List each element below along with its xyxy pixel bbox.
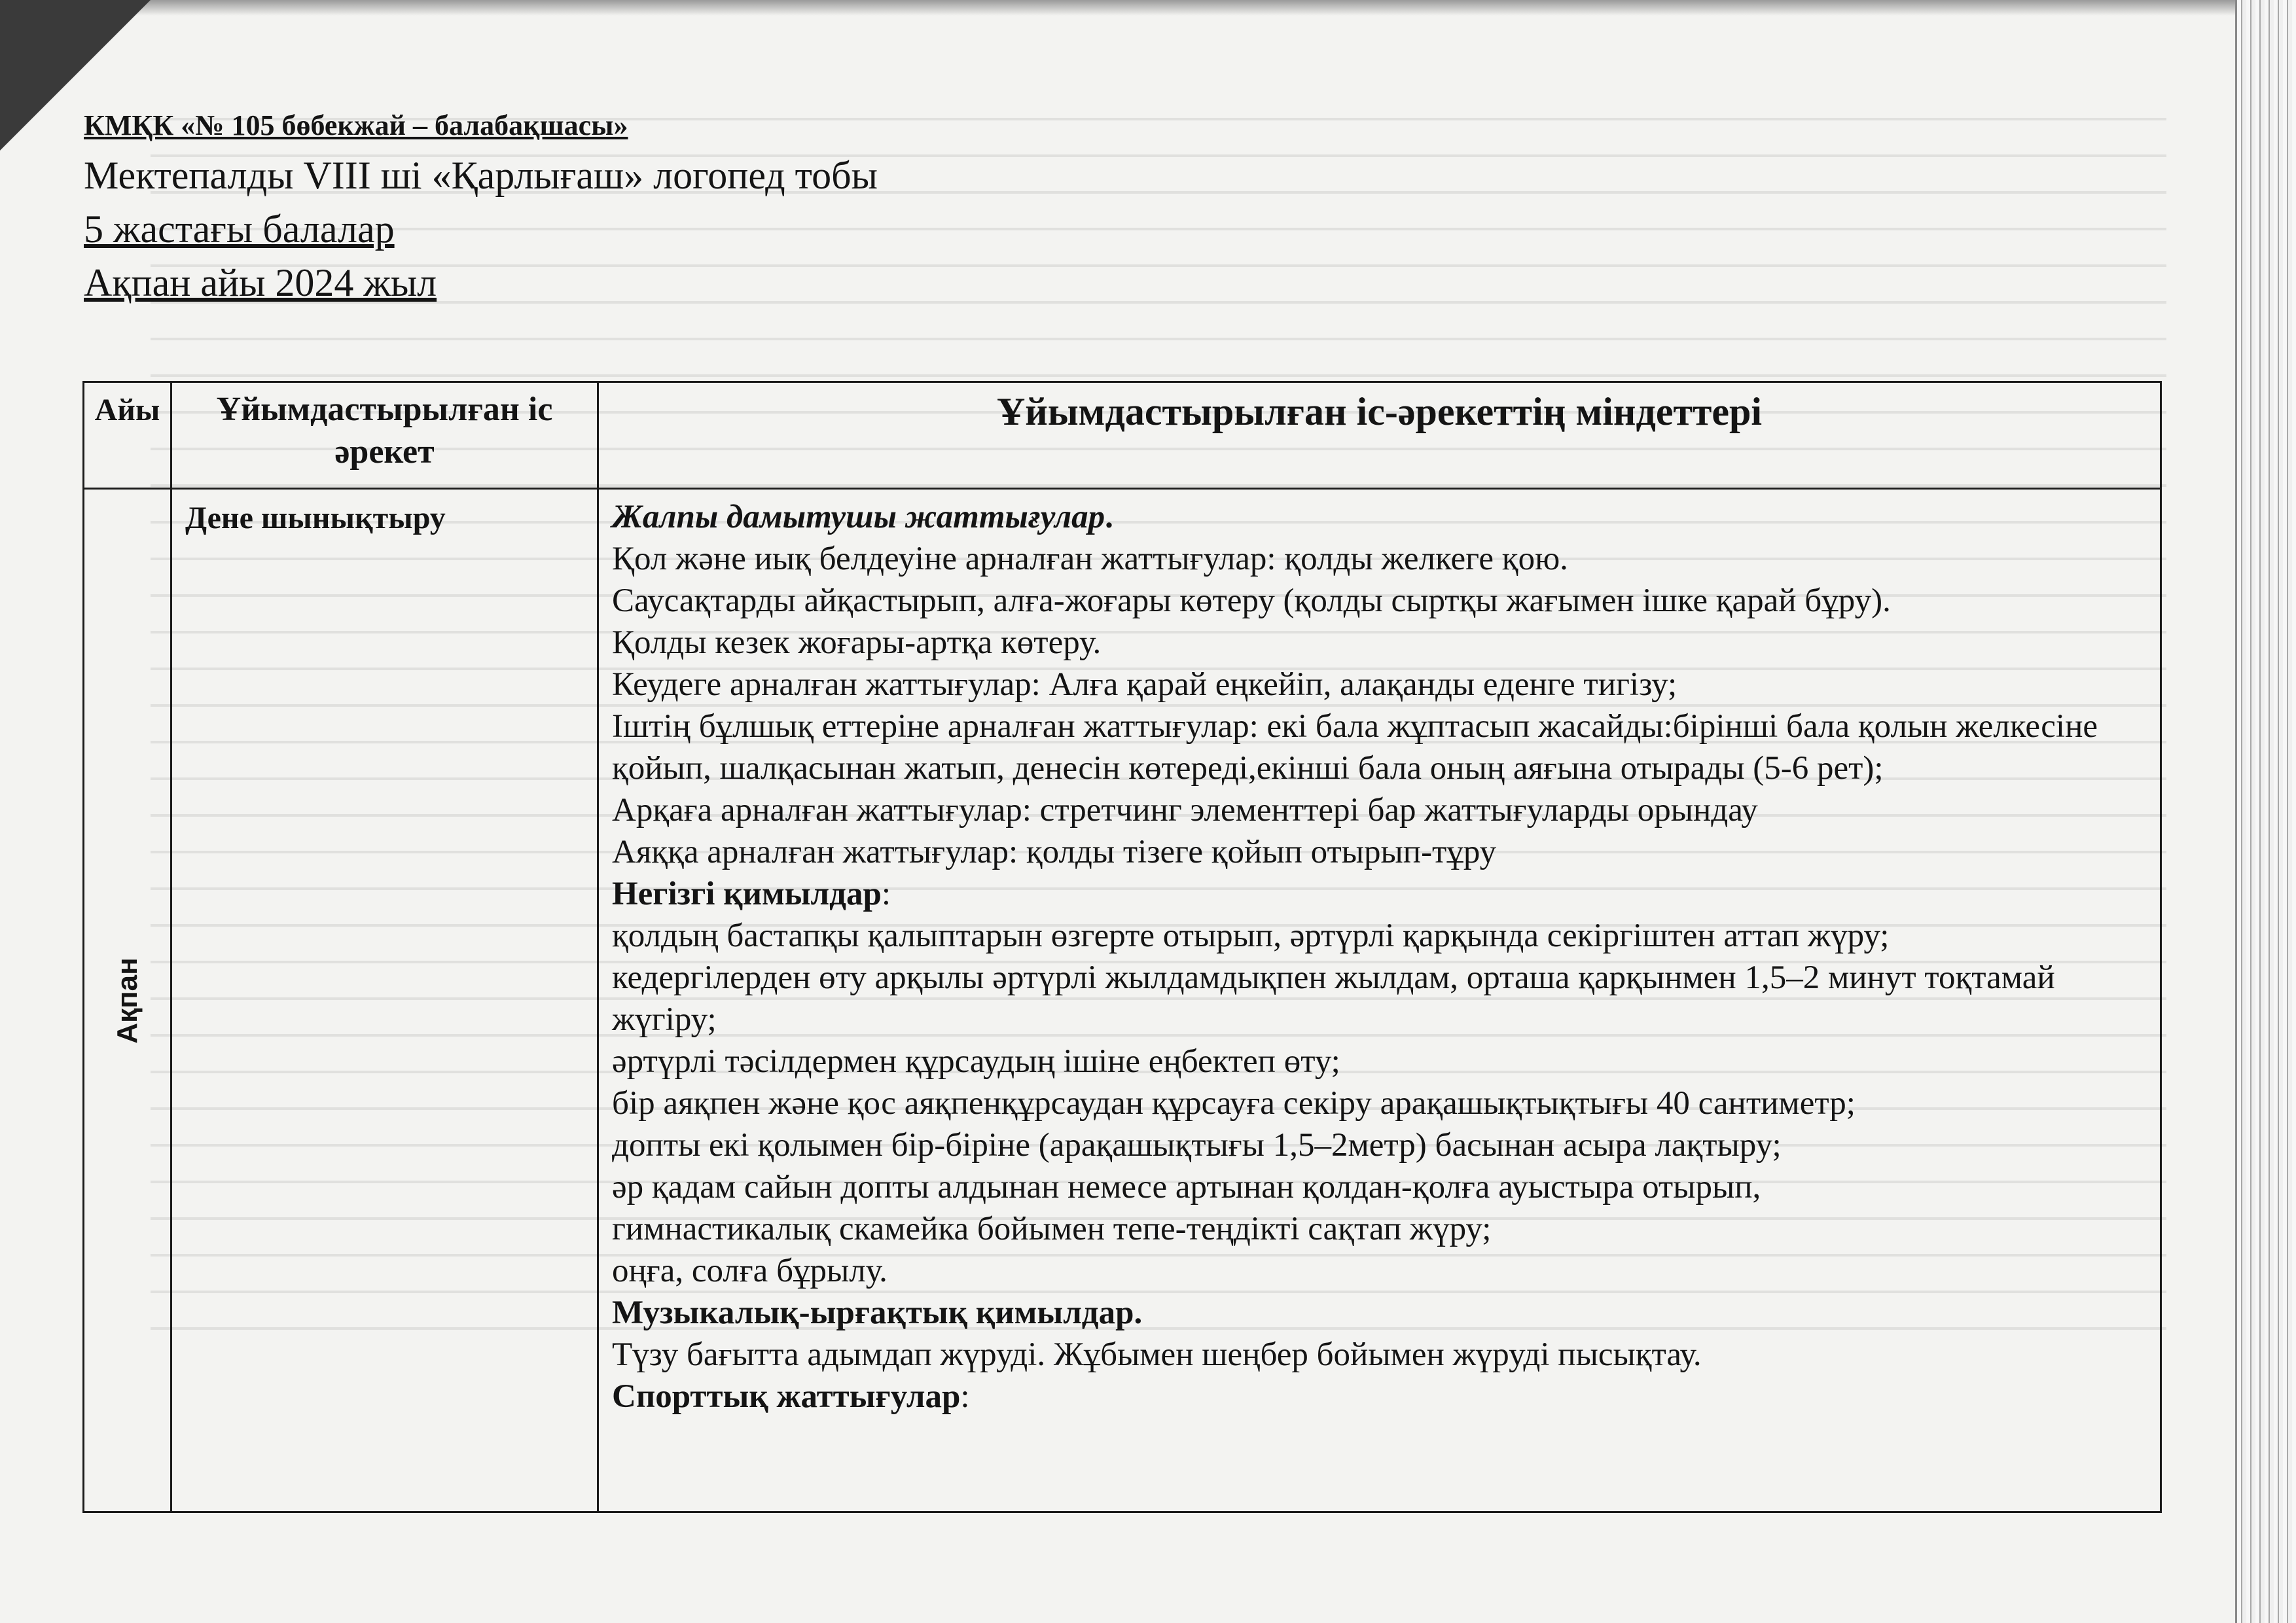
scan-top-shadow	[0, 0, 2296, 16]
table-row	[84, 489, 2161, 1512]
month-label: Ақпан	[111, 957, 143, 1044]
column-header-tasks: Ұйымдастырылған іс-әрекеттің міндеттері	[598, 382, 2161, 489]
task-line: Арқаға арналған жаттығулар: стретчинг элементтері бар жаттығуларды орындау	[612, 792, 1758, 829]
column-header-month: Айы	[84, 382, 171, 489]
task-line: допты екі қолымен бір-біріне (арақашықтығы 1,5–2метр) басынан асыра лақтыру;	[612, 1127, 1782, 1164]
task-line: Кеудеге арналған жаттығулар: Алға қарай еңкейіп, алақанды еденге тигізу;	[612, 666, 1677, 703]
plan-table	[82, 381, 2162, 1513]
task-line: Іштің бұлшық еттеріне арналған жаттығулар: екі бала жұптасып жасайды:бірінші бала қолын желкесіне қойып, шалқасынан жатып, денесін көтереді,екінші бала оның аяғына отырады (5-6 рет);	[612, 708, 2098, 787]
tasks-cell	[598, 489, 2161, 1512]
task-line: кедергілерден өту арқылы әртүрлі жылдамдықпен жылдам, орташа қарқынмен 1,5–2 минут тоқтамай жүгіру;	[612, 959, 2055, 1038]
task-line: Түзу бағытта адымдап жүруді. Жұбымен шеңбер бойымен жүруді пысықтау.	[612, 1336, 1702, 1373]
task-line: әр қадам сайын допты алдынан немесе артынан қолдан-қолға ауыстыра отырып,	[612, 1169, 1761, 1205]
task-line: бір аяқпен және қос аяқпенқұрсаудан құрсауға секіру арақашықтықтығы 40 сантиметр;	[612, 1085, 1856, 1122]
month-cell	[84, 489, 171, 1512]
task-line: қолдың бастапқы қалыптарын өзгерте отырып, әртүрлі қарқында секіргіштен аттап жүру;	[612, 918, 1890, 954]
scan-page-edges	[2235, 0, 2296, 1623]
section-music-heading: Музыкалық-ырғақтық қимылдар.	[612, 1294, 1143, 1331]
task-line: Қол және иық белдеуіне арналған жаттығулар: қолды желкеге қою.	[612, 541, 1568, 577]
group-name: Мектепалды VIII ші «Қарлығаш» логопед тобы	[84, 154, 878, 197]
document-header	[84, 111, 878, 317]
task-line: Аяққа арналған жаттығулар: қолды тізеге қойып отырып-тұру	[612, 834, 1497, 870]
activity-cell: Дене шынықтыру	[171, 489, 598, 1512]
task-line: оңға, солға бұрылу.	[612, 1253, 888, 1289]
period: Ақпан айы 2024 жыл	[84, 261, 437, 304]
section-general-heading: Жалпы дамытушы жаттығулар.	[612, 499, 1113, 535]
task-line: әртүрлі тәсілдермен құрсаудың ішіне еңбектеп өту;	[612, 1043, 1340, 1080]
age-group: 5 жастағы балалар	[84, 207, 395, 251]
section-main-heading: Негізгі қимылдар:	[612, 876, 891, 912]
task-line: Саусақтарды айқастырып, алға-жоғары көтеру (қолды сыртқы жағымен ішке қарай бұру).	[612, 582, 1891, 619]
section-sport-heading: Спорттық жаттығулар:	[612, 1378, 970, 1415]
column-header-activity: Ұйымдастырылған іс әрекет	[171, 382, 598, 489]
task-line: гимнастикалық скамейка бойымен тепе-теңдікті сақтап жүру;	[612, 1211, 1492, 1247]
organization-name: КМҚК «№ 105 бөбекжай – балабақшасы»	[84, 109, 628, 141]
task-line: Қолды кезек жоғары-артқа көтеру.	[612, 624, 1102, 661]
table-header-row	[84, 382, 2161, 489]
